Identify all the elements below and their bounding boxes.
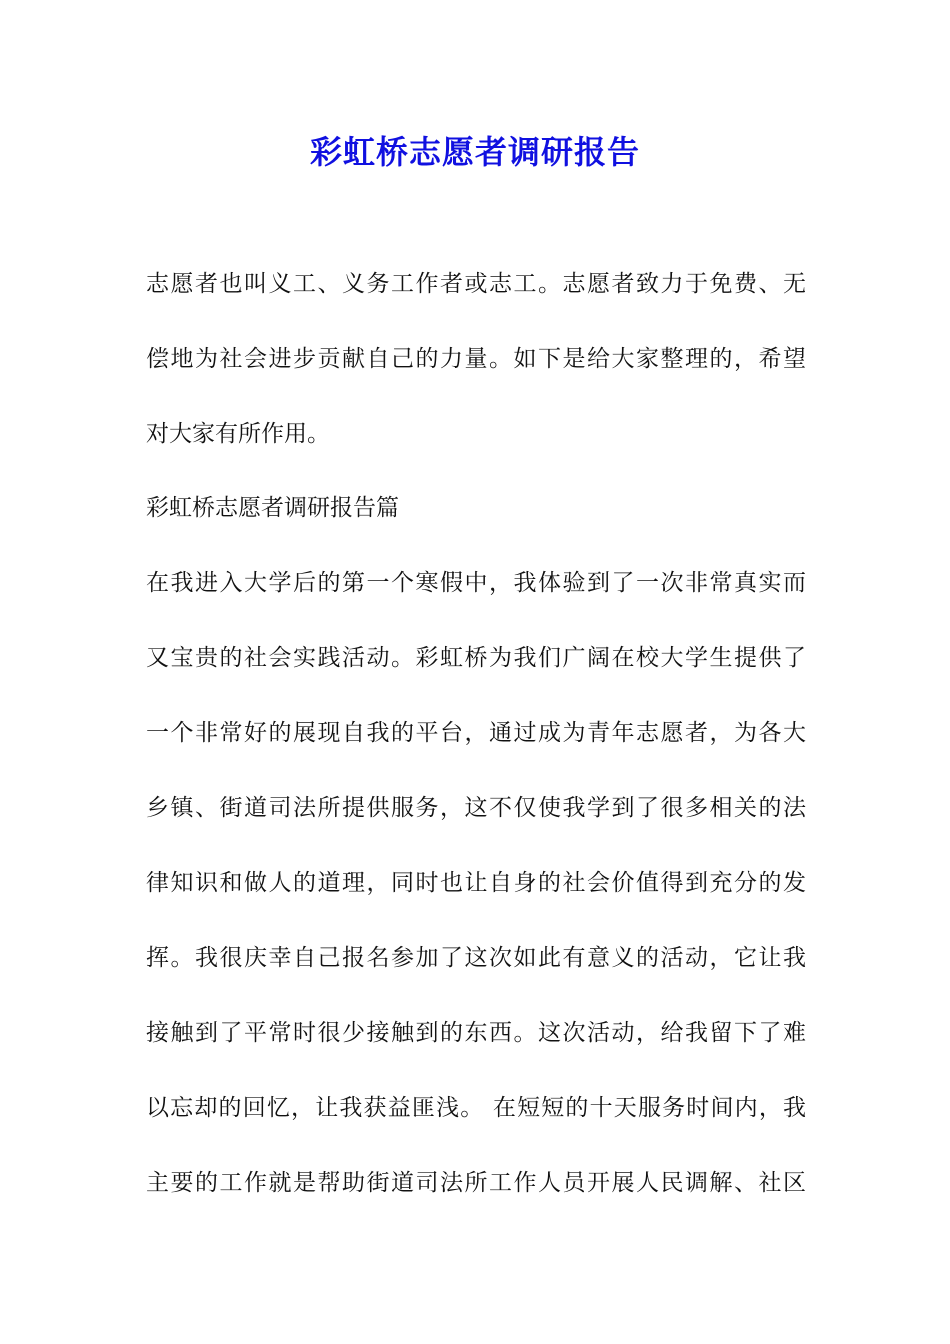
paragraph-line: 志愿者也叫义工、义务工作者或志工。志愿者致力于免费、无 (146, 271, 806, 297)
document-title: 彩虹桥志愿者调研报告 (309, 133, 640, 171)
paragraph-line: 偿地为社会进步贡献自己的力量。如下是给大家整理的，希望 (146, 346, 806, 372)
paragraph-line: 以忘却的回忆，让我获益匪浅。 在短短的十天服务时间内，我 (146, 1095, 806, 1121)
paragraph-line: 对大家有所作用。 (146, 421, 330, 447)
section-heading: 彩虹桥志愿者调研报告篇 (146, 495, 399, 521)
paragraph-line: 又宝贵的社会实践活动。彩虹桥为我们广阔在校大学生提供了 (146, 645, 806, 671)
paragraph-line: 律知识和做人的道理，同时也让自身的社会价值得到充分的发 (146, 870, 806, 896)
paragraph-line: 主要的工作就是帮助街道司法所工作人员开展人民调解、社区 (146, 1170, 806, 1196)
paragraph-line: 在我进入大学后的第一个寒假中，我体验到了一次非常真实而 (146, 570, 806, 596)
paragraph-line: 一个非常好的展现自我的平台，通过成为青年志愿者，为各大 (146, 720, 806, 746)
paragraph-line: 接触到了平常时很少接触到的东西。这次活动，给我留下了难 (146, 1020, 806, 1046)
paragraph-line: 乡镇、街道司法所提供服务，这不仅使我学到了很多相关的法 (146, 795, 806, 821)
paragraph-line: 挥。我很庆幸自己报名参加了这次如此有意义的活动，它让我 (146, 945, 806, 971)
